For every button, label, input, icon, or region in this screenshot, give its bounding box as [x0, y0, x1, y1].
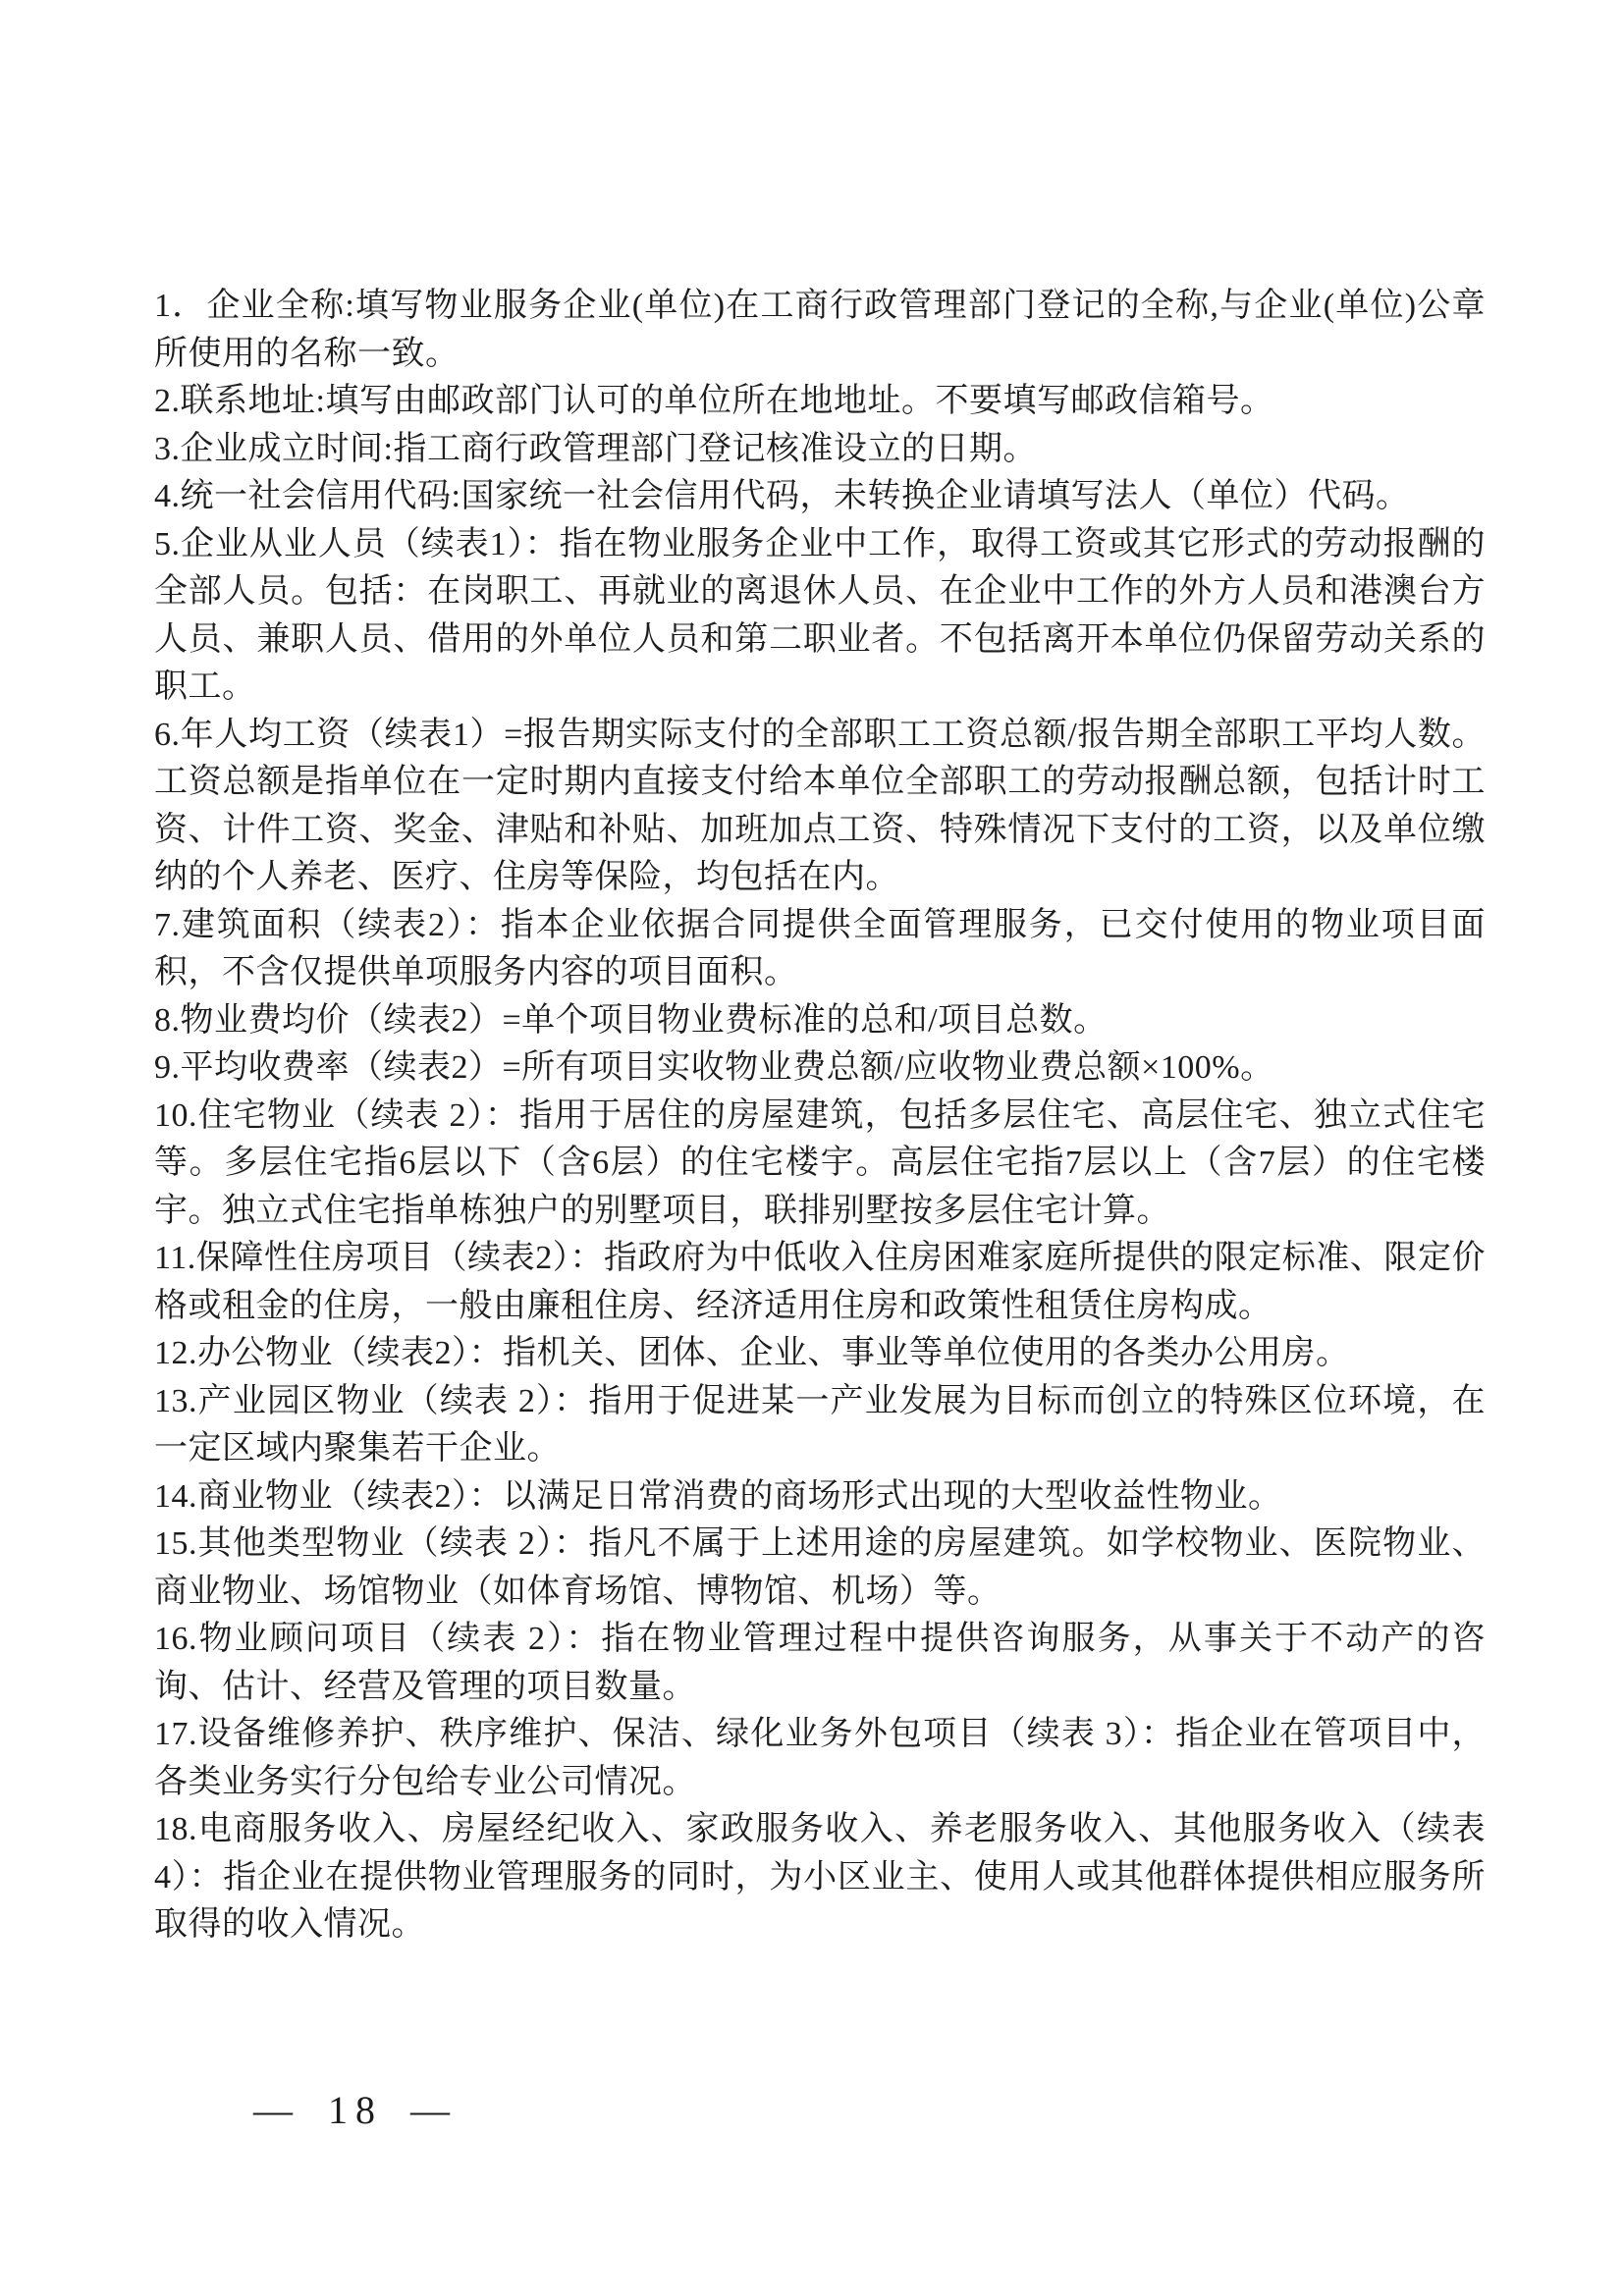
definition-item: 2.联系地址:填写由邮政部门认可的单位所在地地址。不要填写邮政信箱号。: [154, 383, 1274, 419]
definition-item: 5.企业从业人员（续表1）：指在物业服务企业中工作，取得工资或其它形式的劳动报酬的全部人员。包括：在岗职工、再就业的离退休人员、在企业中工作的外方人员和港澳台方人员、兼职人员、借用的外单位人员和第二职业者。不包括离开本单位仍保留劳动关系的职工。: [154, 525, 1486, 705]
definition-item: 18.电商服务收入、房屋经纪收入、家政服务收入、养老服务收入、其他服务收入（续表 4）：指企业在提供物业管理服务的同时，为小区业主、使用人或其他群体提供相应服务所取得的收入情况。: [154, 1811, 1486, 1943]
definition-item: 13.产业园区物业（续表 2）：指用于促进某一产业发展为目标而创立的特殊区位环境，在一定区域内聚集若干企业。: [154, 1382, 1486, 1467]
definition-item: 1．企业全称:填写物业服务企业(单位)在工商行政管理部门登记的全称,与企业(单位)公章所使用的名称一致。: [154, 288, 1486, 372]
definition-item: 10.住宅物业（续表 2）：指用于居住的房屋建筑，包括多层住宅、高层住宅、独立式住宅等。多层住宅指6层以下（含6层）的住宅楼宇。高层住宅指7层以上（含7层）的住宅楼宇。独立式住宅指单栋独户的别墅项目，联排别墅按多层住宅计算。: [154, 1096, 1486, 1229]
definitions-list: [154, 283, 1486, 1949]
definition-item: 6.年人均工资（续表1）=报告期实际支付的全部职工工资总额/报告期全部职工平均人数。工资总额是指单位在一定时期内直接支付给本单位全部职工的劳动报酬总额，包括计时工资、计件工资、奖金、津贴和补贴、加班加点工资、特殊情况下支付的工资，以及单位缴纳的个人养老、医疗、住房等保险，均包括在内。: [154, 716, 1486, 895]
page-number: — 18 —: [253, 2088, 458, 2132]
definition-item: 17.设备维修养护、秩序维护、保洁、绿化业务外包项目（续表 3）：指企业在管项目中，各类业务实行分包给专业公司情况。: [154, 1716, 1486, 1800]
definition-item: 3.企业成立时间:指工商行政管理部门登记核准设立的日期。: [154, 430, 1037, 467]
definition-item: 12.办公物业（续表2）：指机关、团体、企业、事业等单位使用的各类办公用房。: [154, 1335, 1350, 1371]
definition-item: 11.保障性住房项目（续表2）：指政府为中低收入住房困难家庭所提供的限定标准、限定价格或租金的住房，一般由廉租住房、经济适用住房和政策性租赁住房构成。: [154, 1240, 1486, 1324]
definition-item: 4.统一社会信用代码:国家统一社会信用代码，未转换企业请填写法人（单位）代码。: [154, 478, 1410, 514]
definition-item: 7.建筑面积（续表2）：指本企业依据合同提供全面管理服务，已交付使用的物业项目面积，不含仅提供单项服务内容的项目面积。: [154, 906, 1486, 990]
definition-item: 9.平均收费率（续表2）=所有项目实收物业费总额/应收物业费总额×100%。: [154, 1049, 1274, 1086]
definition-item: 16.物业顾问项目（续表 2）：指在物业管理过程中提供咨询服务，从事关于不动产的咨询、估计、经营及管理的项目数量。: [154, 1621, 1486, 1705]
definition-item: 15.其他类型物业（续表 2）：指凡不属于上述用途的房屋建筑。如学校物业、医院物业、商业物业、场馆物业（如体育场馆、博物馆、机场）等。: [154, 1525, 1486, 1610]
definition-item: 14.商业物业（续表2）：以满足日常消费的商场形式出现的大型收益性物业。: [154, 1477, 1282, 1515]
definition-item: 8.物业费均价（续表2）=单个项目物业费标准的总和/项目总数。: [154, 1001, 1108, 1039]
